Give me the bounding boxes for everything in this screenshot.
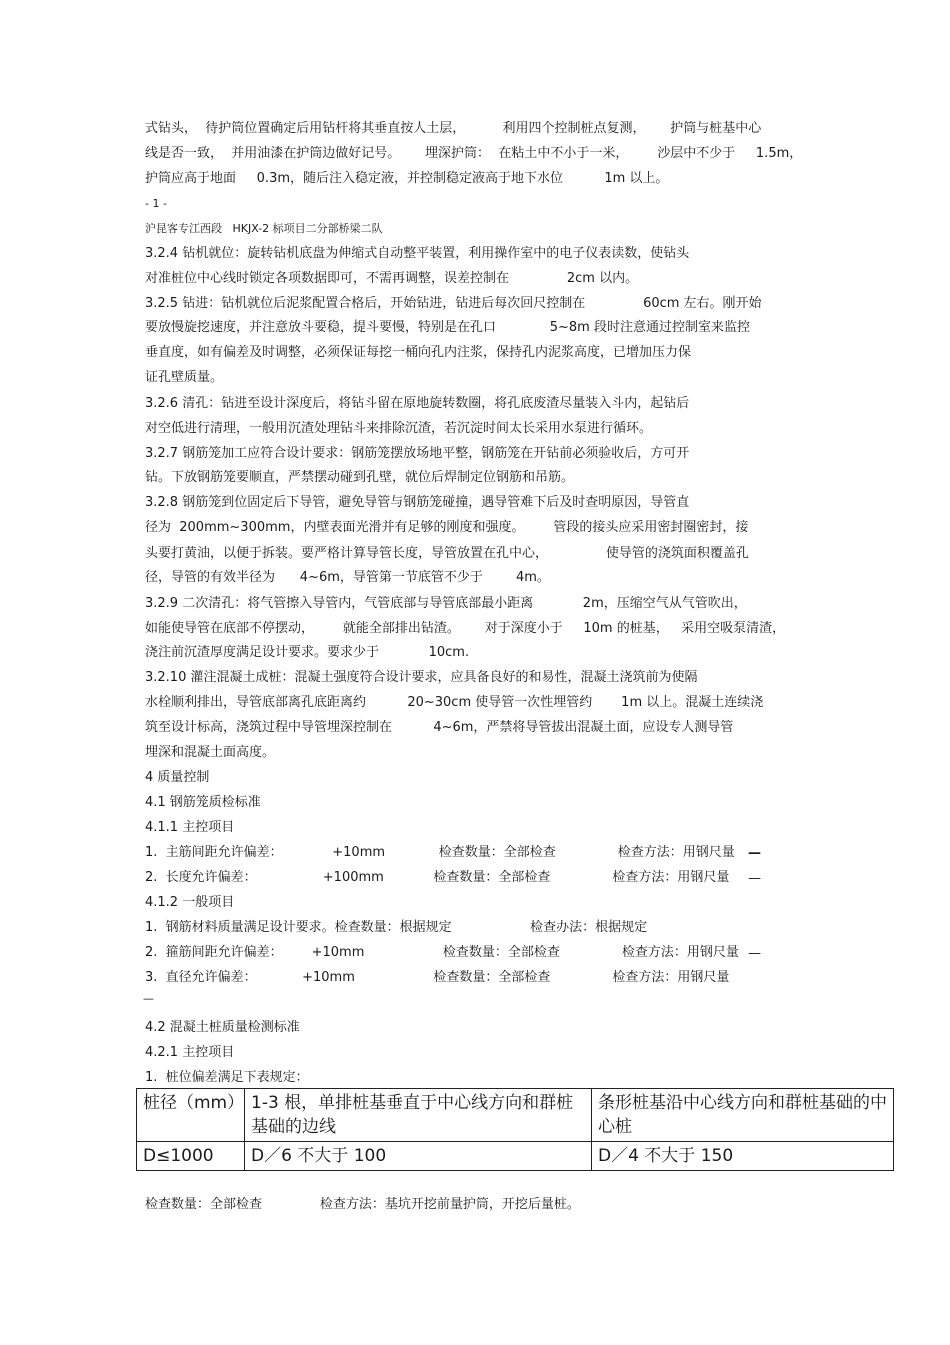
pile-deviation-table	[136, 1088, 894, 1171]
body-line: 垂直度，如有偏差及时调整，必须保证每挖一桶向孔内注浆，保持孔内泥浆高度，已增加压力保	[145, 345, 692, 360]
table-cell: D／4 不大于 150	[592, 1142, 894, 1171]
body-line: 浇注前沉渣厚度满足设计要求。要求少于 10cm.	[145, 645, 470, 660]
body-line: 水栓顺利排出，导管底部离孔底距离约 20~30cm 使导管一次性埋管约 1m 以上。混凝土连续浇	[145, 695, 764, 710]
body-line: 3.2.9 二次清孔：将气管擦入导管内，气管底部与导管底部最小距离 2m，压缩空气从气管吹出，	[145, 596, 747, 611]
body-line: 筑至设计标高，浇筑过程中导管埋深控制在 4~6m，严禁将导管拔出混凝土面，应设专人测导管	[145, 720, 734, 735]
body-line: 护筒应高于地面 0.3m，随后注入稳定液，并控制稳定液高于地下水位 1m 以上。	[145, 171, 669, 186]
body-line: 3.2.10 灌注混凝土成桩：混凝土强度符合设计要求，应具备良好的和易性，混凝土浇筑前为使隔	[145, 670, 698, 685]
running-header: 沪昆客专江西段 HKJX-2 标项目二分部桥梁二队	[145, 222, 383, 235]
body-line: 埋深和混凝土面高度。	[145, 745, 276, 760]
body-line: 如能使导管在底部不停摆动， 就能全部排出钻渣。 对于深度小于 10m 的桩基， 采用空吸泵清渣，	[145, 621, 786, 636]
section-heading: 4.1 钢筋笼质检标准	[145, 795, 261, 810]
dash-mark: —	[748, 946, 761, 961]
body-line: 3.2.7 钢筋笼加工应符合设计要求：钢筋笼摆放场地平整，钢筋笼在开钻前必须验收后，方可开	[145, 446, 690, 461]
table-cell: 桩径（mm）	[137, 1089, 245, 1142]
section-heading: 4.2.1 主控项目	[145, 1045, 235, 1060]
body-line: 3.2.8 钢筋笼到位固定后下导管，避免导管与钢筋笼碰撞，遇导管难下后及时查明原因，导管直	[145, 495, 690, 510]
body-line: 3.2.5 钻进：钻机就位后泥浆配置合格后，开始钻进，钻进后每次回尺控制在 60cm 左右。刚开始	[145, 296, 762, 311]
page-number: - 1 -	[145, 197, 167, 210]
body-line: 1. 主筋间距允许偏差： +10mm 检查数量：全部检查 检查方法：用钢尺量	[145, 845, 735, 860]
body-line: 钻。下放钢筋笼要顺直，严禁摆动碰到孔壁，就位后焊制定位钢筋和吊筋。	[145, 470, 575, 485]
body-line: 对空低进行清理，一般用沉渣处理钻斗来排除沉渣，若沉淀时间太长采用水泵进行循环。	[145, 421, 653, 436]
section-heading: 4.2 混凝土桩质量检测标准	[145, 1020, 300, 1035]
table-cell: 1-3 根，单排桩基垂直于中心线方向和群桩基础的边线	[245, 1089, 592, 1142]
body-line: 3. 直径允许偏差： +10mm 检查数量：全部检查 检查方法：用钢尺量	[145, 970, 730, 985]
body-line: 3.2.6 清孔：钻进至设计深度后，将钻斗留在原地旋转数圈，将孔底废渣尽量装入斗内，起钻后	[145, 396, 690, 411]
section-heading: 4.1.1 主控项目	[145, 820, 235, 835]
table-cell: D／6 不大于 100	[245, 1142, 592, 1171]
body-line: 2. 箍筋间距允许偏差： +10mm 检查数量：全部检查 检查方法：用钢尺量	[145, 945, 739, 960]
dash-mark: —	[143, 992, 154, 1005]
body-line: 径为 200mm~300mm，内壁表面光滑并有足够的刚度和强度。 管段的接头应采用密封圈密封，接	[145, 520, 749, 535]
section-heading: 4 质量控制	[145, 770, 210, 785]
body-line: 头要打黄油，以便于拆装。要严格计算导管长度，导管放置在孔中心， 使导管的浇筑面积覆盖孔	[145, 546, 749, 561]
body-line: 式钻头， 待护筒位置确定后用钻杆将其垂直按人土层， 利用四个控制桩点复测， 护筒与桩基中心	[145, 121, 762, 136]
body-line: 2. 长度允许偏差： +100mm 检查数量：全部检查 检查方法：用钢尺量	[145, 870, 730, 885]
body-line: 3.2.4 钻机就位：旋转钻机底盘为伸缩式自动整平装置，利用操作室中的电子仪表读数，使钻头	[145, 246, 690, 261]
footer-line: 检查数量：全部检查 检查方法：基坑开挖前量护筒，开挖后量桩。	[145, 1197, 580, 1212]
section-heading: 4.1.2 一般项目	[145, 895, 235, 910]
body-line: 证孔壁质量。	[145, 370, 224, 385]
body-line: 对准桩位中心线时锁定各项数据即可，不需再调整，误差控制在 2cm 以内。	[145, 271, 639, 286]
body-line: 径，导管的有效半径为 4~6m，导管第一节底管不少于 4m。	[145, 570, 550, 585]
body-line: 1. 桩位偏差满足下表规定：	[145, 1070, 309, 1085]
dash-mark: —	[748, 846, 761, 861]
table-row	[137, 1142, 894, 1171]
table-cell: D≤1000	[137, 1142, 245, 1171]
table-header-row	[137, 1089, 894, 1142]
table-cell: 条形桩基沿中心线方向和群桩基础的中心桩	[592, 1089, 894, 1142]
body-line: 线是否一致， 并用油漆在护筒边做好记号。 埋深护筒： 在粘土中不小于一米， 沙层中不少于 1.5m，	[145, 146, 803, 161]
dash-mark: —	[748, 871, 761, 886]
body-line: 1. 钢筋材料质量满足设计要求。检查数量：根据规定 检查办法：根据规定	[145, 920, 648, 935]
body-line: 要放慢旋挖速度，并注意放斗要稳，提斗要慢，特别是在孔口 5~8m 段时注意通过控制室来监控	[145, 320, 750, 335]
